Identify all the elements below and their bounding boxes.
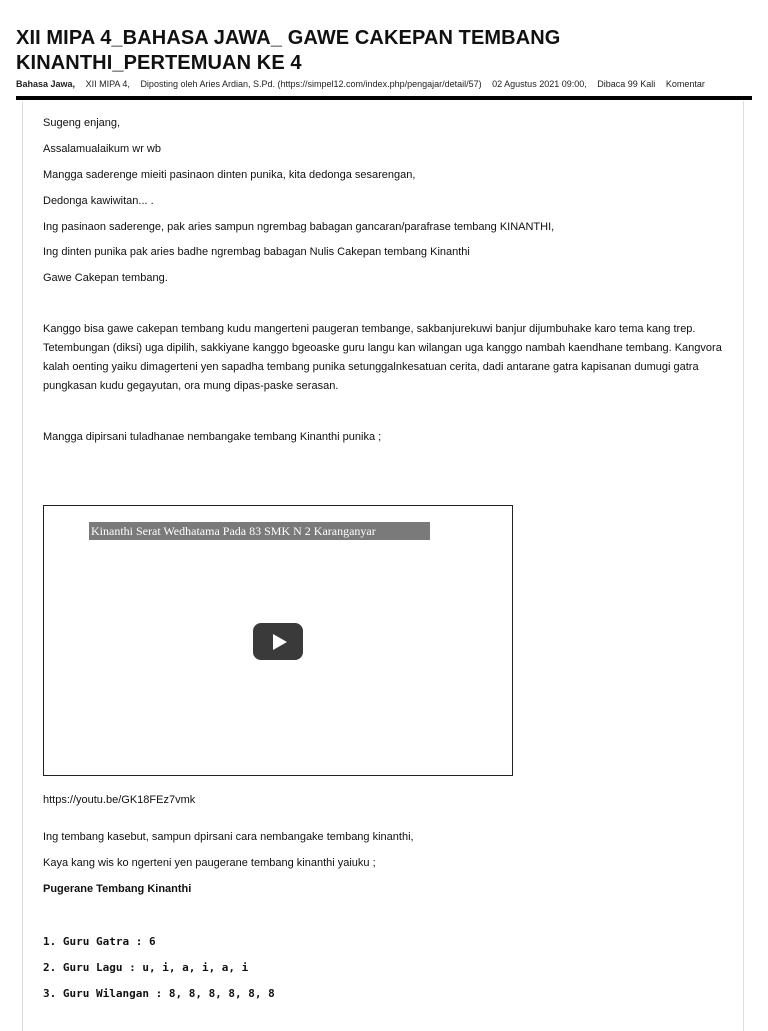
author-link[interactable]: Diposting oleh Aries Ardian, S.Pd. (https://simpel12.com/index.php/pengajar/detail/57) (140, 79, 482, 89)
view-count: Dibaca 99 Kali (597, 79, 656, 89)
video-title[interactable]: Kinanthi Serat Wedhatama Pada 83 SMK N 2 Karanganyar (89, 522, 430, 540)
video-link[interactable]: https://youtu.be/GK18FEz7vmk (43, 794, 196, 806)
post-meta (16, 78, 756, 90)
play-icon[interactable] (253, 623, 303, 660)
category-link[interactable]: Bahasa Jawa, (16, 79, 76, 89)
rule-guru-lagu: 2. Guru Lagu : u, i, a, i, a, i (43, 961, 249, 974)
explanation-paragraph: Kanggo bisa gawe cakepan tembang kudu mangerteni paugeran tembange, sakbanjurekuwi banjur dijumbuhake karo tema kang trep. Tetembungan (diksi) uga dipilih, sakkiyane kanggo bgeoaske guru langu kan wilangan uga kanggo nambah kaendhane tembang. Kangvora kalah oenting yaiku dimagerteni yen sapadha tembang punika setunggalnkesatuan cerita, dadi antarane gatra kapisanan dumugi gatra pungkasan kudu gegayutan, ora mung dipas-paske serasan. (43, 323, 722, 392)
today-lesson-text: Ing dinten punika pak aries badhe ngrembag babagan Nulis Cakepan tembang Kinanthi (43, 246, 470, 258)
class-link[interactable]: XII MIPA 4, (85, 79, 130, 89)
rules-heading: Pugerane Tembang Kinanthi (43, 883, 192, 895)
opening-text: Mangga saderenge mieiti pasinaon dinten punika, kita dedonga sesarengan, (43, 169, 416, 181)
after-video-text: Ing tembang kasebut, sampun dpirsani cara nembangake tembang kinanthi, (43, 831, 414, 843)
example-intro-text: Mangga dipirsani tuladhanae nembangake tembang Kinanthi punika ; (43, 431, 382, 443)
rule-guru-gatra: 1. Guru Gatra : 6 (43, 935, 156, 948)
salam-text: Assalamualaikum wr wb (43, 143, 161, 155)
topic-text: Gawe Cakepan tembang. (43, 272, 168, 284)
previous-lesson-text: Ing pasinaon saderenge, pak aries sampun ngrembag babagan gancaran/parafrase tembang KINANTHI, (43, 221, 555, 233)
header-divider (16, 96, 752, 100)
rule-guru-wilangan: 3. Guru Wilangan : 8, 8, 8, 8, 8, 8 (43, 987, 275, 1000)
rules-intro-text: Kaya kang wis ko ngerteni yen paugerane tembang kinanthi yaiuku ; (43, 857, 376, 869)
greeting-text: Sugeng enjang, (43, 117, 121, 129)
post-date: 02 Agustus 2021 09:00, (492, 79, 587, 89)
prayer-text: Dedonga kawiwitan... . (43, 195, 154, 207)
comments-link[interactable]: Komentar (665, 79, 705, 89)
page-title: XII MIPA 4_BAHASA JAWA_ GAWE CAKEPAN TEMBANG KINANTHI_PERTEMUAN KE 4 (16, 27, 561, 74)
video-embed[interactable] (43, 505, 513, 776)
